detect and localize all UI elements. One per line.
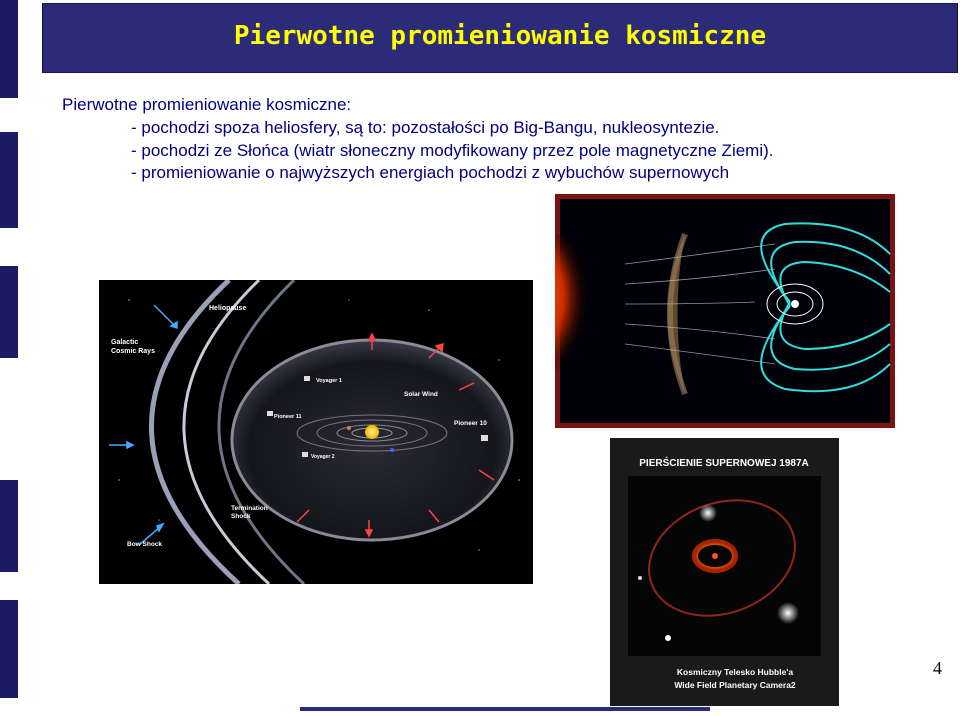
slide-heading: Pierwotne promieniowanie kosmiczne: xyxy=(62,95,352,114)
label-pioneer10: Pioneer 10 xyxy=(454,420,487,427)
label-pioneer11: Pioneer 11 xyxy=(274,414,302,420)
supernova-caption-bottom-1: Kosmiczny Telesko Hubble'a xyxy=(676,667,794,677)
slide-title: Pierwotne promieniowanie kosmiczne xyxy=(233,21,767,51)
left-bar-4 xyxy=(0,480,18,572)
label-voyager2: Voyager 2 xyxy=(311,454,335,460)
supernova-image xyxy=(610,438,839,706)
page-number: 4 xyxy=(933,658,942,678)
label-voyager1: Voyager 1 xyxy=(316,378,342,384)
label-solar-wind: Solar Wind xyxy=(404,391,438,398)
left-bar-2 xyxy=(0,132,18,228)
bullet-2: - pochodzi ze Słońca (wiatr słoneczny modyfikowany przez pole magnetyczne Ziemi). xyxy=(131,141,774,160)
bullet-3: - promieniowanie o najwyższych energiach pochodzi z wybuchów supernowych xyxy=(131,163,730,182)
label-galactic: Galactic xyxy=(111,339,139,346)
label-cosmic-rays: Cosmic Rays xyxy=(111,348,155,355)
left-bar-3 xyxy=(0,266,18,358)
label-bow-shock: Bow Shock xyxy=(127,541,163,548)
magnetosphere-illustration xyxy=(555,194,895,428)
label-termination: Termination xyxy=(231,505,268,512)
left-bar-1 xyxy=(0,0,18,98)
label-heliopause: Heliopause xyxy=(209,305,247,312)
supernova-caption-bottom-2: Wide Field Planetary Camera2 xyxy=(674,680,796,690)
left-bar-5 xyxy=(0,600,18,698)
label-shock: Shock xyxy=(231,513,251,520)
title-bar xyxy=(43,4,957,72)
magnetosphere-image xyxy=(555,194,895,428)
bullet-1: - pochodzi spoza heliosfery, są to: pozostałości po Big-Bangu, nukleosyntezie. xyxy=(131,118,720,137)
heliosphere-image xyxy=(99,280,533,584)
supernova-caption-top: PIERŚCIENIE SUPERNOWEJ 1987A xyxy=(639,458,809,469)
supernova-illustration xyxy=(610,438,839,706)
bottom-divider xyxy=(300,707,710,711)
heliosphere-illustration xyxy=(99,280,533,584)
